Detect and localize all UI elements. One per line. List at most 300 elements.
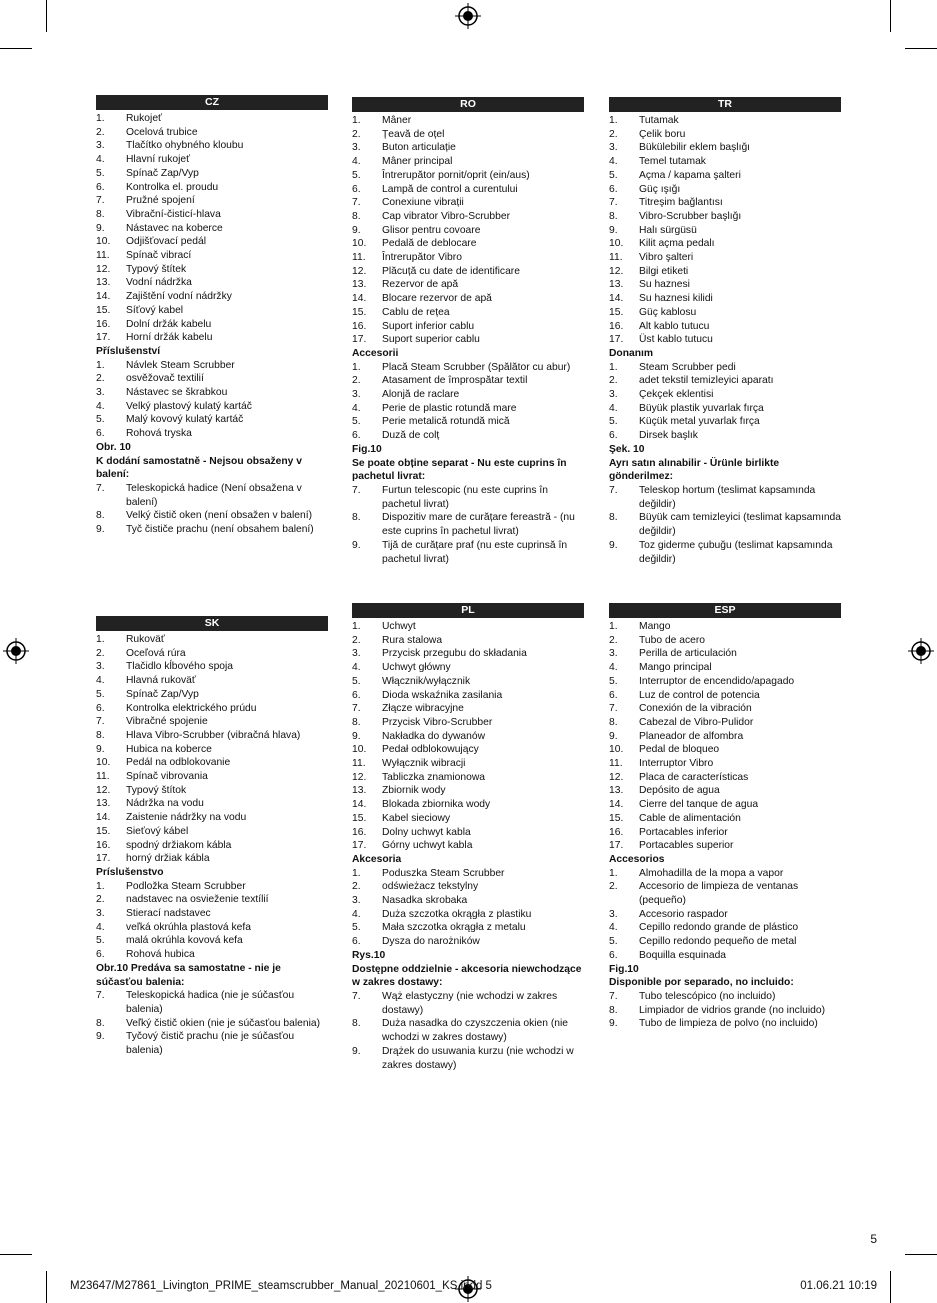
parts-list-item: [96, 194, 328, 208]
item-text: Glisor pentru covoare: [382, 224, 481, 236]
item-text: Vibračné spojenie: [126, 716, 208, 728]
accessory-item: [352, 867, 584, 881]
parts-list-item: [609, 224, 841, 238]
item-text: Spínač vibrací: [126, 250, 192, 262]
item-text: Boquilla esquinada: [639, 949, 727, 961]
parts-list-item: [352, 661, 584, 675]
accessory-item: [352, 429, 584, 443]
figure-label: Rys.10: [352, 949, 386, 961]
accessory-item: [352, 415, 584, 429]
item-number: 2.: [352, 634, 361, 646]
item-text: Conexión de la vibración: [639, 703, 752, 715]
parts-list-item: [96, 276, 328, 290]
parts-list-item: [96, 770, 328, 784]
item-number: 16.: [96, 318, 111, 330]
parts-list-item: [352, 183, 584, 197]
item-text: Nástavec na koberce: [126, 222, 223, 234]
item-text: Hlava Vibro-Scrubber (vibračná hlava): [126, 729, 301, 741]
item-text: Depósito de agua: [639, 785, 720, 797]
item-number: 3.: [609, 908, 618, 920]
accessories-title: Akcesoria: [352, 853, 402, 865]
item-text: Nádržka na vodu: [126, 798, 204, 810]
parts-list-item: [609, 826, 841, 840]
item-number: 6.: [609, 949, 618, 961]
item-number: 6.: [96, 702, 105, 714]
item-number: 13.: [352, 785, 367, 797]
item-text: Poduszka Steam Scrubber: [382, 867, 505, 879]
parts-list-item: [96, 222, 328, 236]
item-number: 16.: [96, 839, 111, 851]
item-number: 2.: [96, 373, 105, 385]
item-text: Su haznesi kilidi: [639, 293, 713, 305]
item-text: Alonjă de raclare: [382, 389, 460, 401]
item-number: 9.: [96, 743, 105, 755]
item-number: 8.: [352, 716, 361, 728]
parts-list-item: [96, 235, 328, 249]
item-number: 1.: [352, 115, 361, 126]
item-number: 13.: [96, 277, 111, 289]
item-number: 4.: [96, 675, 105, 687]
parts-list-item: [352, 784, 584, 798]
item-number: 5.: [609, 169, 618, 181]
parts-list-item: [352, 702, 584, 716]
parts-list-item: [352, 839, 584, 853]
crop-mark: [46, 1271, 47, 1303]
column-tr: [609, 97, 841, 566]
item-text: Mango: [639, 621, 671, 632]
item-number: 12.: [352, 771, 367, 783]
item-text: Kabel sieciowy: [382, 812, 451, 824]
figure-label: Şek. 10: [609, 443, 645, 455]
page-number: 5: [870, 1232, 877, 1246]
accessory-item: [352, 361, 584, 375]
column-esp: [609, 603, 841, 1031]
item-text: Bükülebilir eklem başlığı: [639, 142, 751, 154]
item-number: 4.: [609, 662, 618, 674]
item-number: 6.: [352, 936, 361, 948]
item-text: Duză de colț: [382, 430, 440, 442]
item-number: 5.: [96, 414, 105, 426]
item-text: Lampă de control a curentului: [382, 183, 518, 195]
separate-item: [352, 484, 584, 511]
item-number: 17.: [609, 840, 624, 852]
parts-list-item: [609, 320, 841, 334]
parts-list-item: [96, 825, 328, 839]
item-number: 10.: [609, 744, 624, 756]
item-number: 8.: [96, 729, 105, 741]
item-text: Perie de plastic rotundă mare: [382, 402, 517, 414]
item-text: Blocare rezervor de apă: [382, 293, 492, 305]
item-number: 14.: [609, 293, 624, 305]
accessory-item: [96, 934, 328, 948]
item-text: Ocelová trubice: [126, 126, 198, 138]
item-number: 1.: [609, 115, 618, 126]
item-text: Titreşim bağlantısı: [639, 197, 723, 209]
accessories-title: Accesorios: [609, 853, 665, 865]
item-number: 6.: [609, 430, 618, 442]
item-number: 10.: [352, 238, 367, 250]
item-text: Spínač vibrovania: [126, 771, 208, 783]
separate-item: [96, 523, 328, 537]
item-number: 7.: [352, 197, 361, 209]
item-number: 9.: [609, 730, 618, 742]
item-number: 15.: [609, 306, 624, 318]
accessories-title: Príslušenstvo: [96, 866, 164, 878]
accessory-item: [609, 415, 841, 429]
item-number: 11.: [609, 252, 623, 264]
item-text: Pedală de deblocare: [382, 238, 477, 250]
parts-list-item: [96, 633, 328, 647]
item-text: Placa de características: [639, 771, 749, 783]
language-header: PL: [352, 603, 584, 618]
language-header: ESP: [609, 603, 841, 618]
parts-list-item: [609, 839, 841, 853]
item-number: 9.: [96, 524, 105, 536]
column-sk: [96, 616, 328, 1058]
parts-list-item: [609, 743, 841, 757]
item-number: 9.: [609, 1018, 618, 1030]
item-text: Almohadilla de la mopa a vapor: [639, 867, 784, 879]
parts-list-item: [96, 660, 328, 674]
item-text: Zajištění vodní nádržky: [126, 291, 232, 303]
item-text: Horní držák kabelu: [126, 332, 213, 344]
item-number: 10.: [352, 744, 367, 756]
footer-file: M23647/M27861_Livington_PRIME_steamscrubber_Manual_20210601_KS.indd 5: [70, 1280, 492, 1292]
item-text: Typový štítek: [126, 263, 187, 275]
accessory-item: [609, 921, 841, 935]
item-text: Placă Steam Scrubber (Spălător cu abur): [382, 361, 571, 373]
item-text: Tubo de limpieza de polvo (no incluido): [639, 1018, 818, 1030]
registration-mark-icon: [908, 638, 934, 664]
separate-item: [609, 539, 841, 566]
item-text: Limpiador de vidrios grande (no incluido): [639, 1004, 826, 1016]
accessory-item: [609, 935, 841, 949]
parts-list-item: [609, 689, 841, 703]
item-text: Síťový kabel: [126, 304, 184, 316]
item-number: 9.: [352, 224, 361, 236]
item-text: Velký čistič oken (není obsažen v balení): [126, 510, 313, 522]
accessory-item: [352, 921, 584, 935]
item-number: 7.: [96, 482, 105, 494]
item-text: Blokada zbiornika wody: [382, 799, 491, 811]
parts-list-item: [609, 183, 841, 197]
item-text: Vodní nádržka: [126, 277, 192, 289]
item-text: Suport inferior cablu: [382, 320, 475, 332]
item-number: 8.: [609, 210, 618, 222]
item-number: 14.: [352, 293, 367, 305]
item-text: Tlačidlo kĺbového spoja: [126, 661, 234, 673]
item-text: Tijă de curățare praf (nu este cuprinsă în pachetul livrat): [382, 539, 568, 565]
item-text: Spínač Zap/Vyp: [126, 688, 199, 700]
parts-list-item: [96, 839, 328, 853]
item-number: 5.: [96, 688, 105, 700]
parts-list-item: [352, 306, 584, 320]
separate-item: [609, 990, 841, 1004]
item-number: 12.: [96, 784, 111, 796]
crop-mark: [890, 0, 891, 32]
parts-list-item: [609, 278, 841, 292]
parts-list-item: [352, 634, 584, 648]
separate-title: Dostępne oddzielnie - akcesoria niewchodzące w zakres dostawy:: [352, 963, 582, 989]
item-number: 14.: [609, 799, 624, 811]
parts-list-item: [96, 729, 328, 743]
item-text: Üst kablo tutucu: [639, 334, 713, 346]
registration-mark-icon: [455, 3, 481, 29]
crop-mark: [0, 1254, 32, 1255]
item-text: Tutamak: [639, 115, 679, 126]
item-text: Mâner principal: [382, 156, 453, 168]
item-number: 5.: [609, 936, 618, 948]
item-number: 7.: [609, 990, 618, 1002]
item-text: Țeavă de oțel: [382, 128, 445, 140]
item-number: 2.: [96, 894, 105, 906]
item-text: Zaistenie nádržky na vodu: [126, 812, 247, 824]
item-number: 11.: [352, 252, 366, 264]
item-number: 16.: [609, 320, 624, 332]
column-cz: [96, 95, 328, 537]
parts-list-item: [352, 620, 584, 634]
item-text: odświeżacz tekstylny: [382, 881, 479, 893]
separate-title: K dodání samostatně - Nejsou obsaženy v balení:: [96, 455, 302, 481]
parts-list-item: [352, 224, 584, 238]
crop-mark: [890, 1271, 891, 1303]
accessory-item: [609, 374, 841, 388]
accessory-item: [96, 400, 328, 414]
item-text: Büyük plastik yuvarlak fırça: [639, 402, 764, 414]
accessory-item: [352, 935, 584, 949]
accessory-item: [352, 880, 584, 894]
accessory-item: [96, 359, 328, 373]
figure-label: Obr.10 Predáva sa samostatne - nie je súčasťou balenia:: [96, 962, 281, 988]
item-number: 17.: [609, 334, 624, 346]
item-text: Zbiornik wody: [382, 785, 446, 797]
item-text: Podložka Steam Scrubber: [126, 880, 246, 892]
item-number: 3.: [609, 648, 618, 660]
item-number: 10.: [96, 757, 111, 769]
language-header: CZ: [96, 95, 328, 110]
accessory-item: [96, 921, 328, 935]
item-text: Dysza do narożników: [382, 936, 480, 948]
accessories-title: Příslušenství: [96, 345, 161, 357]
item-number: 9.: [96, 222, 105, 234]
parts-list-item: [352, 265, 584, 279]
accessory-item: [96, 427, 328, 441]
parts-list-item: [352, 716, 584, 730]
item-text: Kontrolka elektrického prúdu: [126, 702, 257, 714]
item-number: 1.: [96, 113, 105, 124]
item-text: Złącze wibracyjne: [382, 703, 464, 715]
parts-list-item: [609, 169, 841, 183]
item-number: 8.: [96, 510, 105, 522]
crop-mark: [0, 48, 32, 49]
item-number: 4.: [609, 402, 618, 414]
separate-item: [352, 539, 584, 566]
accessories-title: Accesorii: [352, 347, 399, 359]
item-text: Tabliczka znamionowa: [382, 771, 486, 783]
parts-list-item: [609, 784, 841, 798]
item-number: 1.: [609, 621, 618, 632]
accessory-item: [96, 386, 328, 400]
item-text: Vibrační-čisticí-hlava: [126, 208, 221, 220]
item-text: Plăcuță cu date de identificare: [382, 265, 520, 277]
item-text: Hlavná rukoväť: [126, 675, 196, 687]
item-number: 3.: [96, 661, 105, 673]
column-pl: [352, 603, 584, 1072]
parts-list-item: [96, 647, 328, 661]
accessory-item: [609, 388, 841, 402]
item-text: Çekçek eklentisi: [639, 389, 714, 401]
item-number: 12.: [96, 263, 111, 275]
parts-list-item: [609, 661, 841, 675]
accessory-item: [352, 894, 584, 908]
parts-list-item: [96, 112, 328, 126]
parts-list-item: [609, 675, 841, 689]
item-number: 13.: [609, 279, 624, 291]
item-number: 12.: [609, 771, 624, 783]
item-text: Conexiune vibrații: [382, 197, 464, 209]
parts-list-item: [96, 715, 328, 729]
item-number: 8.: [609, 716, 618, 728]
item-number: 9.: [609, 224, 618, 236]
item-number: 3.: [609, 389, 618, 401]
item-number: 8.: [609, 512, 618, 524]
item-number: 4.: [96, 154, 105, 166]
parts-list-item: [609, 210, 841, 224]
item-text: Wąż elastyczny (nie wchodzi w zakres dostawy): [382, 990, 558, 1016]
accessory-item: [609, 867, 841, 881]
item-text: Kontrolka el. proudu: [126, 181, 219, 193]
item-text: Nakładka do dywanów: [382, 730, 486, 742]
item-number: 5.: [352, 922, 361, 934]
parts-list-item: [609, 647, 841, 661]
separate-item: [96, 1017, 328, 1031]
parts-list-item: [352, 128, 584, 142]
item-number: 1.: [96, 880, 105, 892]
item-text: osvěžovač textilií: [126, 373, 204, 385]
parts-list-item: [352, 155, 584, 169]
item-number: 7.: [352, 703, 361, 715]
item-text: Küçük metal yuvarlak fırça: [639, 416, 760, 428]
item-number: 1.: [96, 359, 105, 371]
item-number: 7.: [96, 716, 105, 728]
item-text: Rukoväť: [126, 634, 165, 645]
item-number: 15.: [96, 304, 111, 316]
item-text: Vibro-Scrubber başlığı: [639, 210, 742, 222]
item-text: Su haznesi: [639, 279, 690, 291]
item-number: 4.: [609, 922, 618, 934]
parts-list-item: [609, 265, 841, 279]
item-text: Górny uchwyt kabla: [382, 840, 473, 852]
item-number: 2.: [96, 126, 105, 138]
parts-list-item: [352, 757, 584, 771]
item-number: 4.: [96, 400, 105, 412]
accessory-item: [96, 372, 328, 386]
item-number: 11.: [352, 758, 366, 770]
accessory-item: [609, 429, 841, 443]
parts-list-item: [609, 251, 841, 265]
parts-list-item: [609, 702, 841, 716]
item-text: Tlačítko ohybného kloubu: [126, 140, 244, 152]
accessory-item: [352, 402, 584, 416]
parts-list-item: [609, 237, 841, 251]
item-text: Uchwyt główny: [382, 662, 451, 674]
item-number: 13.: [352, 279, 367, 291]
item-text: Duża szczotka okrągła z plastiku: [382, 908, 532, 920]
item-number: 6.: [96, 949, 105, 961]
item-number: 2.: [609, 128, 618, 140]
item-number: 11.: [96, 250, 110, 262]
item-text: Cablu de rețea: [382, 306, 450, 318]
accessory-item: [96, 880, 328, 894]
item-text: Alt kablo tutucu: [639, 320, 710, 332]
item-number: 3.: [96, 140, 105, 152]
item-text: Teleskopická hadica (nie je súčasťou balenia): [126, 990, 295, 1015]
item-text: Güç ışığı: [639, 183, 681, 195]
item-text: Pružné spojení: [126, 195, 195, 207]
parts-list-item: [352, 826, 584, 840]
separate-item: [352, 1045, 584, 1072]
item-number: 6.: [609, 183, 618, 195]
parts-list-item: [609, 716, 841, 730]
parts-list-item: [96, 249, 328, 263]
accessories-title: Donanım: [609, 347, 654, 359]
item-text: Pedal de bloqueo: [639, 744, 720, 756]
item-text: Pedał odblokowujący: [382, 744, 479, 756]
item-text: horný držiak kábla: [126, 853, 210, 865]
item-text: Perie metalică rotundă mică: [382, 416, 510, 428]
item-number: 8.: [96, 1017, 105, 1029]
item-text: Velký plastový kulatý kartáč: [126, 400, 252, 412]
item-number: 17.: [352, 334, 367, 346]
parts-list-item: [96, 743, 328, 757]
item-text: Veľký čistič okien (nie je súčasťou balenia): [126, 1017, 321, 1029]
item-text: Planeador de alfombra: [639, 730, 744, 742]
accessory-item: [96, 893, 328, 907]
parts-list-item: [352, 169, 584, 183]
parts-list-item: [352, 689, 584, 703]
separate-item: [352, 990, 584, 1017]
item-number: 1.: [609, 867, 618, 879]
item-number: 6.: [96, 181, 105, 193]
item-number: 1.: [352, 867, 361, 879]
item-number: 17.: [96, 853, 111, 865]
item-number: 3.: [609, 142, 618, 154]
accessory-item: [609, 908, 841, 922]
item-text: Rohová tryska: [126, 428, 192, 440]
item-number: 7.: [609, 703, 618, 715]
item-text: Interruptor de encendido/apagado: [639, 675, 795, 687]
item-number: 4.: [609, 156, 618, 168]
item-number: 1.: [96, 634, 105, 645]
parts-list-item: [96, 756, 328, 770]
item-text: Cepillo redondo grande de plástico: [639, 922, 799, 934]
item-number: 16.: [352, 320, 367, 332]
item-number: 2.: [352, 375, 361, 387]
item-text: Portacables inferior: [639, 826, 728, 838]
item-number: 5.: [609, 416, 618, 428]
parts-list-item: [96, 688, 328, 702]
item-number: 13.: [609, 785, 624, 797]
item-number: 16.: [609, 826, 624, 838]
item-text: spodný držiakom kábla: [126, 839, 232, 851]
item-text: nadstavec na osvieženie textílií: [126, 894, 269, 906]
item-number: 8.: [352, 512, 361, 524]
item-number: 13.: [96, 798, 111, 810]
item-text: Vibro şalteri: [639, 252, 694, 264]
item-number: 8.: [352, 1018, 361, 1030]
item-number: 10.: [96, 236, 111, 248]
parts-list-item: [609, 141, 841, 155]
